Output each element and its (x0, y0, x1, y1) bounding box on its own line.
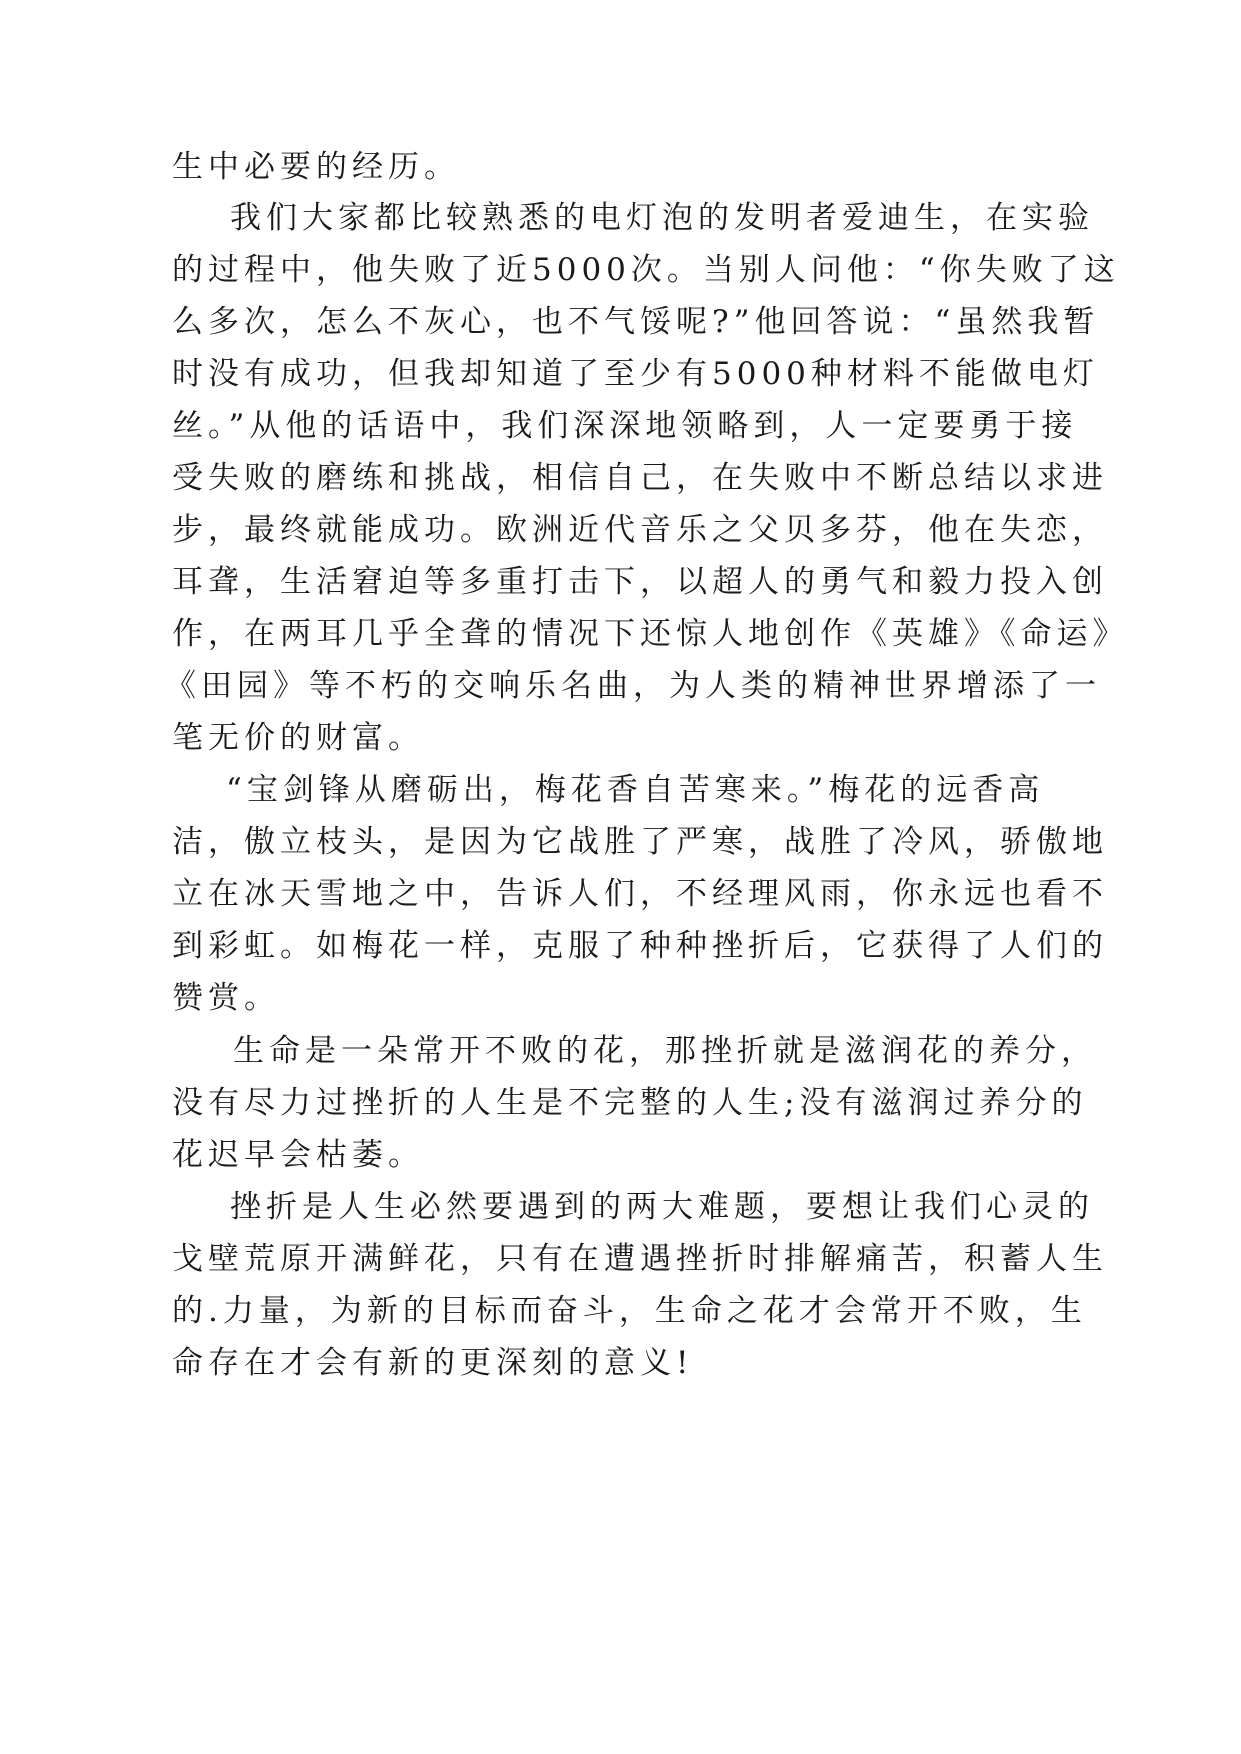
text-line: 生中必要的经历。 (172, 149, 460, 185)
text-line: 丝。”从他的话语中，我们深深地领略到，人一定要勇于接 (172, 408, 1078, 444)
paragraph-start-line: 生命是一朵常开不败的花，那挫折就是滋润花的养分， (233, 1033, 1097, 1069)
text-line: 的过程中，他失败了近5000次。当别人问他：“你失败了这 (172, 252, 1120, 288)
text-line: 洁，傲立枝头，是因为它战胜了严寒，战胜了冷风，骄傲地 (172, 824, 1108, 860)
text-line: 的.力量，为新的目标而奋斗，生命之花才会常开不败，生 (172, 1293, 1087, 1329)
text-line: 花迟早会枯萎。 (172, 1137, 424, 1173)
text-line: 没有尽力过挫折的人生是不完整的人生;没有滋润过养分的 (172, 1085, 1088, 1121)
paragraph-start-line: 挫折是人生必然要遇到的两大难题，要想让我们心灵的 (230, 1189, 1094, 1225)
text-line: 步，最终就能成功。欧洲近代音乐之父贝多芬，他在失恋， (172, 512, 1108, 548)
paragraph-start-line: “宝剑锋从磨砺出，梅花香自苦寒来。”梅花的远香高 (226, 772, 1045, 808)
text-line: 到彩虹。如梅花一样，克服了种种挫折后，它获得了人们的 (172, 928, 1108, 964)
text-line: 命存在才会有新的更深刻的意义! (172, 1345, 694, 1381)
text-line: 受失败的磨练和挑战，相信自己，在失败中不断总结以求进 (172, 460, 1108, 496)
text-line: 戈壁荒原开满鲜花，只有在遭遇挫折时排解痛苦，积蓄人生 (172, 1241, 1108, 1277)
text-line: 笔无价的财富。 (172, 720, 424, 756)
text-line: 么多次，怎么不灰心，也不气馁呢?”他回答说：“虽然我暂 (172, 304, 1100, 340)
text-line: 耳聋，生活窘迫等多重打击下，以超人的勇气和毅力投入创 (172, 564, 1108, 600)
text-line: 作，在两耳几乎全聋的情况下还惊人地创作《英雄》《命运》 (172, 616, 1129, 652)
text-line: 赞赏。 (172, 980, 280, 1016)
text-line: 《田园》等不朽的交响乐名曲，为人类的精神世界增添了一 (165, 668, 1101, 704)
paragraph-start-line: 我们大家都比较熟悉的电灯泡的发明者爱迪生，在实验 (230, 200, 1094, 236)
text-line: 时没有成功，但我却知道了至少有5000种材料不能做电灯 (172, 356, 1099, 392)
text-line: 立在冰天雪地之中，告诉人们，不经理风雨，你永远也看不 (172, 876, 1108, 912)
